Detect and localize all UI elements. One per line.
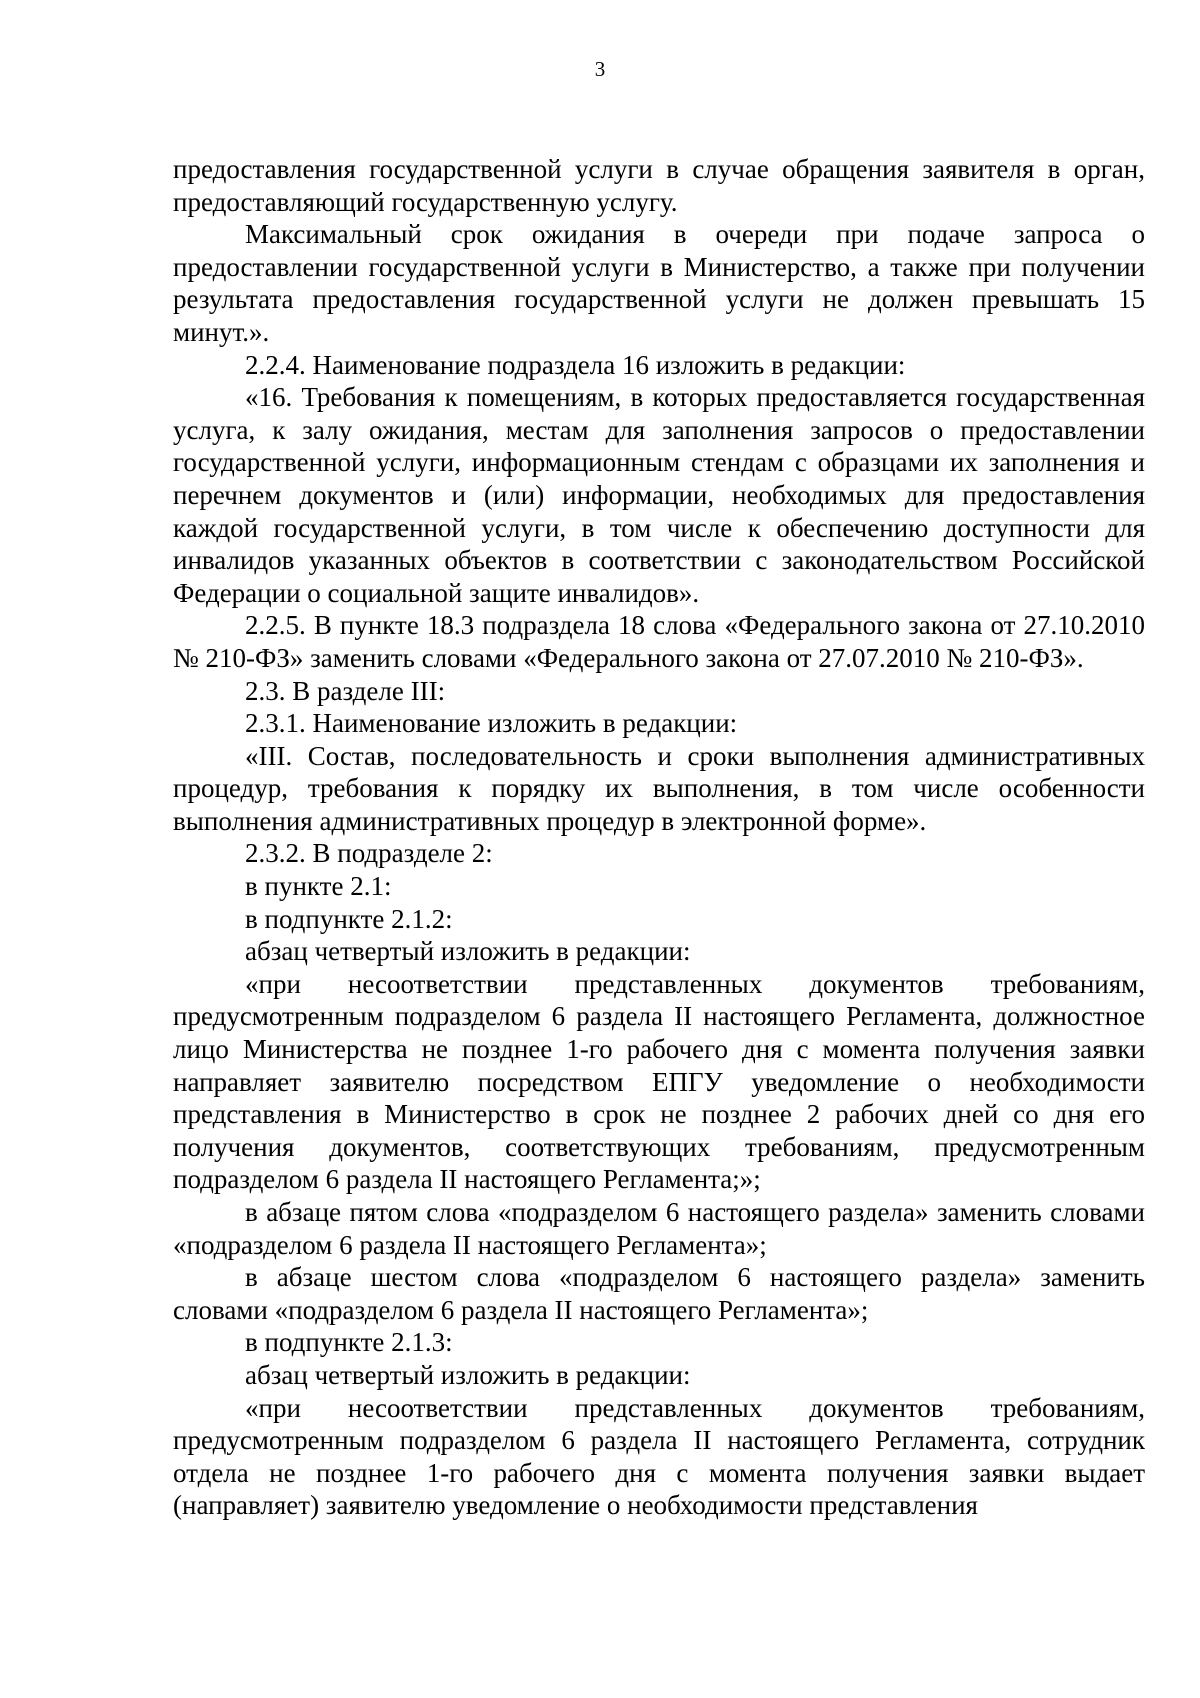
paragraph: абзац четвертый изложить в редакции: xyxy=(245,1359,691,1390)
paragraph: в абзаце пятом слова «подразделом 6 настоящего раздела» заменить словами «подразделом 6 раздела II настоящего Регламента»; xyxy=(173,1197,1145,1260)
paragraph: «III. Состав, последовательность и сроки выполнения административных процедур, требования к порядку их выполнения, в том числе особенности выполнения административных процедур в электронной форме». xyxy=(173,740,1145,836)
paragraph: 2.2.4. Наименование подраздела 16 изложить в редакции: xyxy=(245,349,906,380)
paragraph: в пункте 2.1: xyxy=(245,871,392,902)
paragraph: 2.2.5. В пункте 18.3 подраздела 18 слова «Федерального закона от 27.10.2010 № 210-ФЗ» заменить словами «Федерального закона от 27.07.2010 № 210-ФЗ». xyxy=(173,610,1145,673)
paragraph: в подпункте 2.1.3: xyxy=(245,1327,453,1358)
document-body xyxy=(173,153,1145,1522)
page-number: 3 xyxy=(594,57,606,81)
paragraph: «при несоответствии представленных документов требованиям, предусмотренным подразделом 6 раздела II настоящего Регламента, сотрудник отдела не позднее 1-го рабочего дня с момента получения заявки выдает (направляет) заявителю уведомление о необходимости представления xyxy=(173,1392,1145,1521)
paragraph: абзац четвертый изложить в редакции: xyxy=(245,936,691,967)
paragraph: 2.3.1. Наименование изложить в редакции: xyxy=(245,708,738,739)
paragraph: 2.3.2. В подразделе 2: xyxy=(245,838,493,869)
paragraph: «16. Требования к помещениям, в которых предоставляется государственная услуга, к залу ожидания, местам для заполнения запросов о предоставлении государственной услуги, информационным стендам с образцами их заполнения и перечнем документов и (или) информации, необходимых для предоставления каждой государственной услуги, в том числе к обеспечению доступности для инвалидов указанных объектов в соответствии с законодательством Российской Федерации о социальной защите инвалидов». xyxy=(173,382,1145,608)
paragraph: в абзаце шестом слова «подразделом 6 настоящего раздела» заменить словами «подразделом 6 раздела II настоящего Регламента»; xyxy=(173,1262,1145,1325)
paragraph: Максимальный срок ожидания в очереди при подаче запроса о предоставлении государственной услуги в Министерство, а также при получении результата предоставления государственной услуги не должен превышать 15 минут.». xyxy=(173,219,1145,347)
paragraph: 2.3. В разделе III: xyxy=(245,675,446,706)
paragraph: «при несоответствии представленных документов требованиям, предусмотренным подразделом 6 раздела II настоящего Регламента, должностное лицо Министерства не позднее 1-го рабочего дня с момента получения заявки направляет заявителю посредством ЕПГУ уведомление о необходимости представления в Министерство в срок не позднее 2 рабочих дней со дня его получения документов, соответствующих требованиям, предусмотренным подразделом 6 раздела II настоящего Регламента;»; xyxy=(173,968,1145,1195)
paragraph: в подпункте 2.1.2: xyxy=(245,903,453,934)
paragraph: предоставления государственной услуги в случае обращения заявителя в орган, предоставляющий государственную услугу. xyxy=(173,154,1145,217)
